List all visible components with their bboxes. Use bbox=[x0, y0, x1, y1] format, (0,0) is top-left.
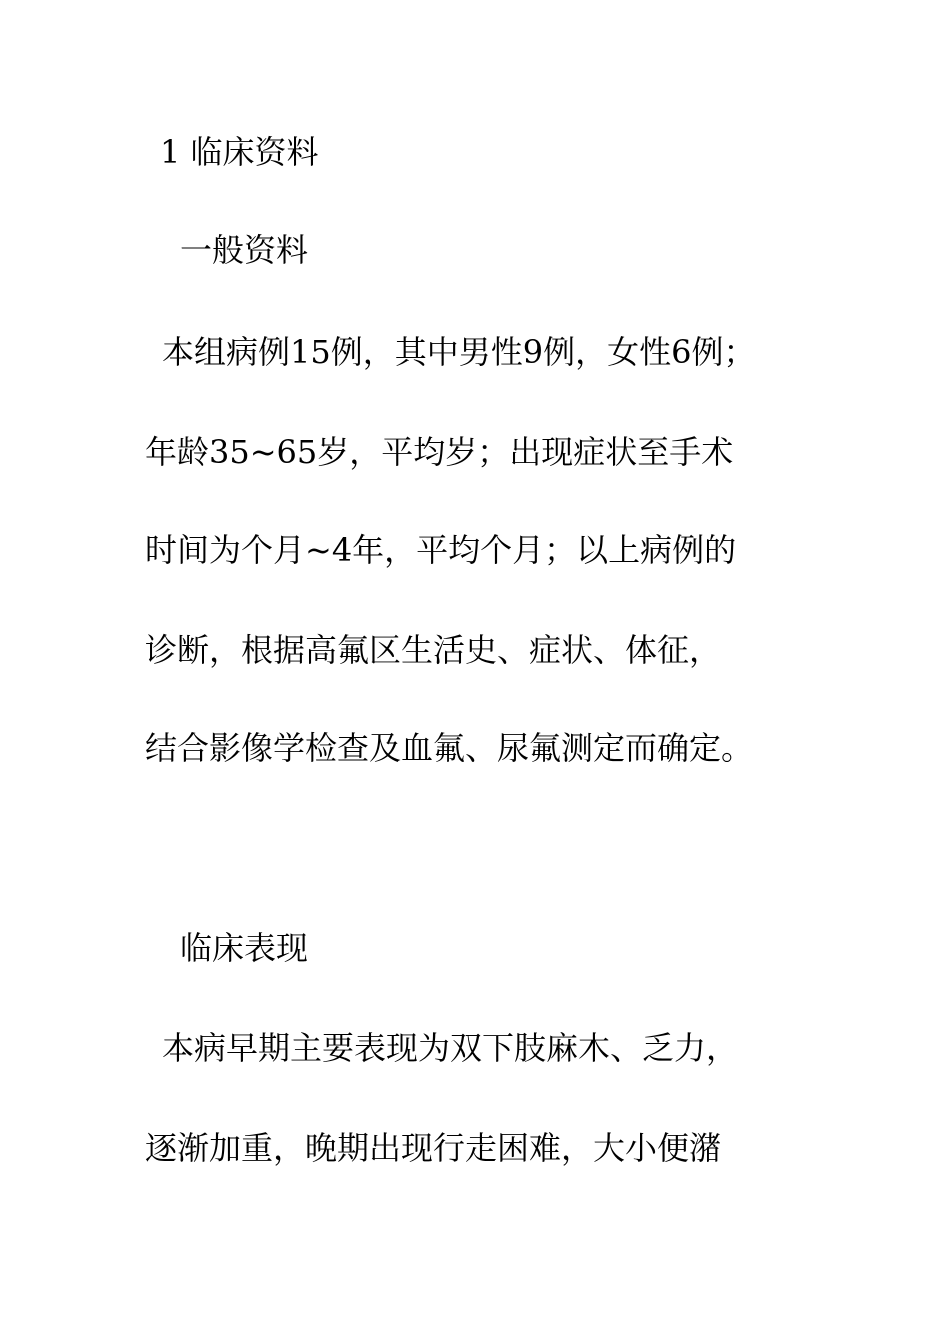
paragraph-line: 诊断，根据高氟区生活史、症状、体征， bbox=[145, 631, 722, 669]
paragraph-line: 时间为个月~4年，平均个月；以上病例的 bbox=[145, 531, 737, 569]
paragraph-line: 年龄35~65岁，平均岁；出现症状至手术 bbox=[145, 433, 734, 471]
paragraph-line: 本病早期主要表现为双下肢麻木、乏力， bbox=[162, 1029, 739, 1067]
section-number: 1 bbox=[160, 133, 181, 171]
paragraph-line: 逐渐加重，晚期出现行走困难，大小便潴 bbox=[145, 1129, 722, 1167]
paragraph-line: 结合影像学检查及血氟、尿氟测定而确定。 bbox=[145, 729, 754, 767]
section-title: 临床资料 bbox=[190, 133, 319, 171]
section-heading bbox=[160, 132, 319, 172]
subsection-title-clinical: 临床表现 bbox=[180, 929, 309, 967]
paragraph-line: 本组病例15例，其中男性9例，女性6例； bbox=[162, 333, 756, 371]
subsection-title-general: 一般资料 bbox=[180, 231, 309, 269]
